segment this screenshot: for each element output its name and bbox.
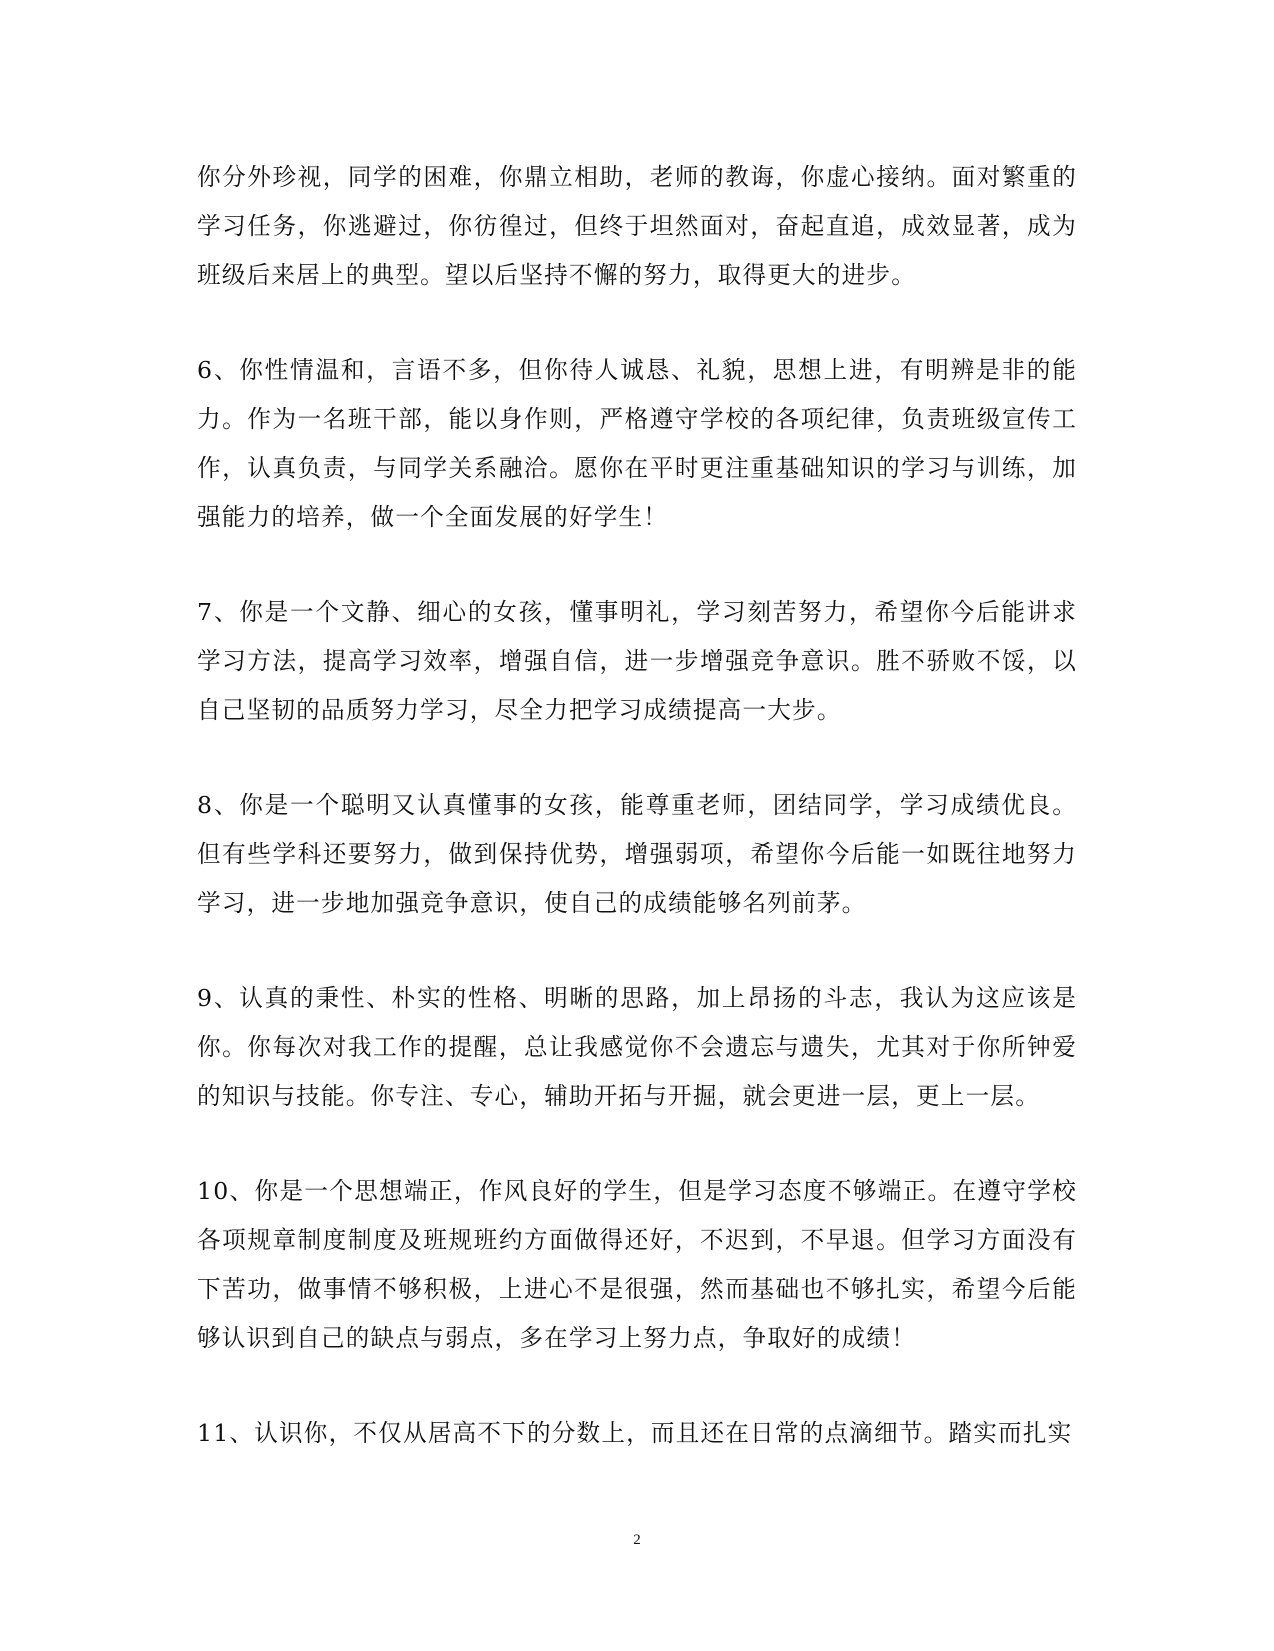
- paragraph-9: 9、认真的秉性、朴实的性格、明晰的思路，加上昂扬的斗志，我认为这应该是你。你每次对我工作的提醒，总让我感觉你不会遗忘与遗失，尤其对于你所钟爱的知识与技能。你专注、专心，辅助开拓与开掘，就会更进一层，更上一层。: [197, 984, 1077, 1110]
- page-number: 2: [633, 1532, 641, 1548]
- paragraph-11: 11、认识你，不仅从居高不下的分数上，而且还在日常的点滴细节。踏实而扎实: [197, 1419, 1073, 1447]
- paragraph-6: 6、你性情温和，言语不多，但你待人诚恳、礼貌，思想上进，有明辨是非的能力。作为一名班干部，能以身作则，严格遵守学校的各项纪律，负责班级宣传工作，认真负责，与同学关系融洽。愿你在平时更注重基础知识的学习与训练，加强能力的培养，做一个全面发展的好学生！: [197, 356, 1077, 531]
- document-body: [197, 153, 1077, 1504]
- paragraph-continued: 你分外珍视，同学的困难，你鼎立相助，老师的教诲，你虚心接纳。面对繁重的学习任务，你逃避过，你彷徨过，但终于坦然面对，奋起直追，成效显著，成为班级后来居上的典型。望以后坚持不懈的努力，取得更大的进步。: [197, 163, 1077, 289]
- paragraph-10: 10、你是一个思想端正，作风良好的学生，但是学习态度不够端正。在遵守学校各项规章制度制度及班规班约方面做得还好，不迟到，不早退。但学习方面没有下苦功，做事情不够积极，上进心不是很强，然而基础也不够扎实，希望今后能够认识到自己的缺点与弱点，多在学习上努力点，争取好的成绩！: [197, 1177, 1077, 1352]
- paragraph-7: 7、你是一个文静、细心的女孩，懂事明礼，学习刻苦努力，希望你今后能讲求学习方法，提高学习效率，增强自信，进一步增强竞争意识。胜不骄败不馁，以自己坚韧的品质努力学习，尽全力把学习成绩提高一大步。: [197, 598, 1077, 724]
- paragraph-8: 8、你是一个聪明又认真懂事的女孩，能尊重老师，团结同学，学习成绩优良。但有些学科还要努力，做到保持优势，增强弱项，希望你今后能一如既往地努力学习，进一步地加强竞争意识，使自己的成绩能够名列前茅。: [197, 791, 1077, 917]
